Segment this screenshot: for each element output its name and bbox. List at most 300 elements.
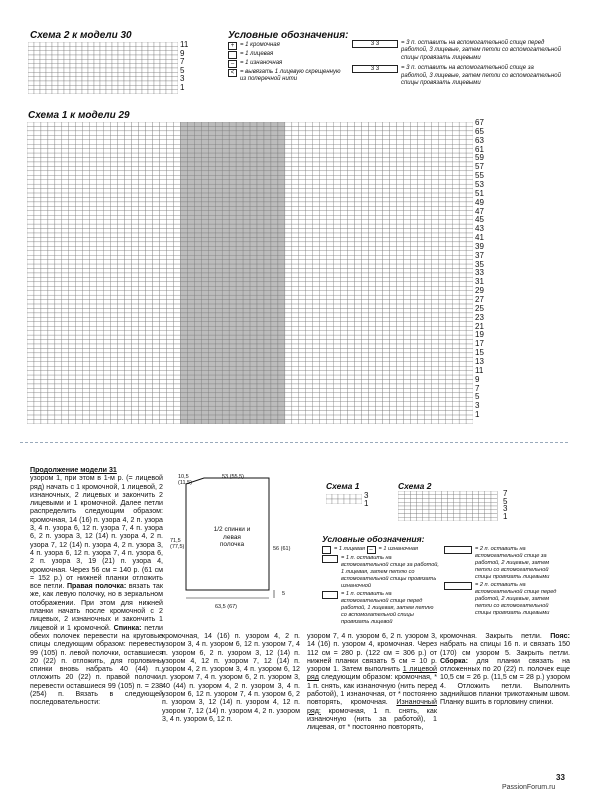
grid-cell bbox=[194, 353, 201, 357]
grid-cell bbox=[69, 282, 76, 286]
grid-cell bbox=[355, 402, 362, 406]
grid-cell bbox=[292, 291, 299, 295]
grid-cell bbox=[299, 189, 306, 193]
grid-cell bbox=[306, 197, 313, 201]
grid-cell bbox=[485, 510, 491, 514]
grid-cell bbox=[466, 184, 473, 188]
grid-cell bbox=[341, 162, 348, 166]
grid-cell bbox=[112, 42, 118, 46]
grid-cell bbox=[355, 166, 362, 170]
grid-cell bbox=[104, 304, 111, 308]
grid-cell bbox=[327, 362, 334, 366]
grid-cell bbox=[48, 158, 55, 162]
grid-cell bbox=[438, 273, 445, 277]
grid-cell bbox=[306, 233, 313, 237]
grid-cell bbox=[459, 237, 466, 241]
grid-cell bbox=[159, 357, 166, 361]
grid-cell bbox=[334, 380, 341, 384]
grid-cell bbox=[306, 264, 313, 268]
grid-cell bbox=[348, 273, 355, 277]
grid-cell bbox=[125, 357, 132, 361]
grid-cell bbox=[104, 260, 111, 264]
grid-cell bbox=[229, 202, 236, 206]
grid-cell bbox=[376, 153, 383, 157]
grid-cell bbox=[229, 140, 236, 144]
grid-cell bbox=[472, 514, 478, 518]
grid-cell bbox=[236, 295, 243, 299]
grid-cell bbox=[222, 326, 229, 330]
grid-cell bbox=[355, 202, 362, 206]
grid-cell bbox=[320, 149, 327, 153]
grid-cell bbox=[173, 362, 180, 366]
grid-cell bbox=[278, 388, 285, 392]
grid-cell bbox=[215, 344, 222, 348]
grid-cell bbox=[369, 162, 376, 166]
grid-cell bbox=[341, 215, 348, 219]
grid-cell bbox=[306, 215, 313, 219]
grid-cell bbox=[369, 215, 376, 219]
grid-cell bbox=[166, 300, 173, 304]
legend2-sym-cross-front bbox=[322, 591, 338, 599]
grid-cell bbox=[160, 51, 166, 55]
grid-cell bbox=[382, 366, 389, 370]
grid-cell bbox=[215, 362, 222, 366]
grid-cell bbox=[159, 171, 166, 175]
grid-cell bbox=[320, 411, 327, 415]
grid-cell bbox=[70, 68, 76, 72]
grid-cell bbox=[271, 153, 278, 157]
grid-cell bbox=[154, 85, 160, 89]
grid-cell bbox=[271, 393, 278, 397]
grid-cell bbox=[264, 322, 271, 326]
grid-cell bbox=[431, 322, 438, 326]
grid-cell bbox=[278, 233, 285, 237]
grid-cell bbox=[97, 282, 104, 286]
grid-cell bbox=[90, 242, 97, 246]
grid-cell bbox=[64, 55, 70, 59]
grid-cell bbox=[104, 175, 111, 179]
grid-cell bbox=[62, 300, 69, 304]
grid-cell bbox=[459, 202, 466, 206]
grid-cell bbox=[208, 264, 215, 268]
grid-cell bbox=[132, 380, 139, 384]
grid-cell bbox=[403, 211, 410, 215]
grid-cell bbox=[194, 366, 201, 370]
grid-cell bbox=[299, 197, 306, 201]
row-number: 5 bbox=[503, 496, 508, 506]
grid-cell bbox=[313, 144, 320, 148]
grid-cell bbox=[52, 64, 58, 68]
grid-cell bbox=[194, 344, 201, 348]
grid-cell bbox=[48, 388, 55, 392]
grid-cell bbox=[403, 371, 410, 375]
grid-cell bbox=[410, 402, 417, 406]
grid-cell bbox=[250, 282, 257, 286]
grid-cell bbox=[334, 411, 341, 415]
grid-cell bbox=[327, 353, 334, 357]
grid-cell bbox=[278, 366, 285, 370]
grid-cell bbox=[438, 269, 445, 273]
grid-cell bbox=[145, 331, 152, 335]
grid-cell bbox=[222, 393, 229, 397]
grid-cell bbox=[334, 366, 341, 370]
grid-cell bbox=[48, 322, 55, 326]
grid-cell bbox=[362, 149, 369, 153]
grid-cell bbox=[341, 189, 348, 193]
article-text: 1 лицевой ряд bbox=[307, 665, 437, 682]
grid-cell bbox=[382, 224, 389, 228]
grid-cell bbox=[130, 55, 136, 59]
grid-cell bbox=[396, 175, 403, 179]
grid-cell bbox=[48, 397, 55, 401]
grid-cell bbox=[271, 326, 278, 330]
row-number: 7 bbox=[180, 57, 185, 67]
grid-cell bbox=[152, 273, 159, 277]
grid-cell bbox=[125, 362, 132, 366]
grid-cell bbox=[369, 255, 376, 259]
grid-cell bbox=[62, 344, 69, 348]
grid-cell bbox=[389, 291, 396, 295]
grid-cell bbox=[369, 317, 376, 321]
grid-cell bbox=[201, 246, 208, 250]
legend-sym-cable-back: 3 3 bbox=[352, 65, 398, 73]
grid-cell bbox=[313, 380, 320, 384]
grid-cell bbox=[145, 153, 152, 157]
grid-cell bbox=[152, 277, 159, 281]
grid-cell bbox=[208, 348, 215, 352]
grid-cell bbox=[403, 122, 410, 126]
grid-cell bbox=[376, 273, 383, 277]
grid-cell bbox=[389, 135, 396, 139]
grid-cell bbox=[111, 220, 118, 224]
grid-cell bbox=[48, 260, 55, 264]
grid-cell bbox=[243, 371, 250, 375]
grid-cell bbox=[438, 220, 445, 224]
grid-cell bbox=[306, 291, 313, 295]
grid-cell bbox=[485, 491, 491, 495]
grid-cell bbox=[76, 260, 83, 264]
grid-cell bbox=[243, 158, 250, 162]
grid-cell bbox=[466, 415, 473, 419]
grid-cell bbox=[69, 242, 76, 246]
grid-cell bbox=[48, 384, 55, 388]
grid-cell bbox=[83, 300, 90, 304]
grid-cell bbox=[472, 495, 478, 499]
grid-cell bbox=[369, 126, 376, 130]
grid-cell bbox=[48, 282, 55, 286]
row-number: 15 bbox=[475, 348, 484, 358]
grid-cell bbox=[417, 322, 424, 326]
grid-cell bbox=[159, 366, 166, 370]
grid-cell bbox=[132, 131, 139, 135]
grid-cell bbox=[215, 335, 222, 339]
grid-cell bbox=[334, 402, 341, 406]
grid-cell bbox=[166, 308, 173, 312]
grid-cell bbox=[82, 72, 88, 76]
grid-cell bbox=[222, 229, 229, 233]
grid-cell bbox=[187, 362, 194, 366]
grid-cell bbox=[369, 282, 376, 286]
grid-cell bbox=[201, 135, 208, 139]
grid-cell bbox=[341, 193, 348, 197]
grid-cell bbox=[292, 193, 299, 197]
grid-cell bbox=[410, 495, 416, 499]
grid-cell bbox=[173, 340, 180, 344]
grid-cell bbox=[145, 264, 152, 268]
grid-cell bbox=[148, 42, 154, 46]
grid-cell bbox=[173, 206, 180, 210]
grid-cell bbox=[306, 220, 313, 224]
grid-cell bbox=[62, 291, 69, 295]
grid-cell bbox=[382, 126, 389, 130]
grid-cell bbox=[271, 357, 278, 361]
grid-cell bbox=[27, 229, 34, 233]
grid-cell bbox=[69, 189, 76, 193]
grid-cell bbox=[55, 353, 62, 357]
grid-cell bbox=[194, 158, 201, 162]
grid-cell bbox=[257, 126, 264, 130]
grid-cell bbox=[429, 517, 435, 521]
grid-cell bbox=[208, 388, 215, 392]
grid-cell bbox=[334, 419, 341, 423]
grid-cell bbox=[334, 348, 341, 352]
grid-cell bbox=[417, 131, 424, 135]
grid-cell bbox=[285, 171, 292, 175]
grid-cell bbox=[215, 366, 222, 370]
grid-cell bbox=[159, 415, 166, 419]
grid-cell bbox=[278, 140, 285, 144]
grid-cell bbox=[299, 393, 306, 397]
grid-cell bbox=[180, 255, 187, 259]
grid-cell bbox=[76, 331, 83, 335]
grid-cell bbox=[154, 90, 160, 94]
grid-cell bbox=[215, 269, 222, 273]
grid-cell bbox=[139, 415, 146, 419]
grid-cell bbox=[48, 144, 55, 148]
grid-cell bbox=[382, 348, 389, 352]
grid-cell bbox=[166, 64, 172, 68]
grid-cell bbox=[264, 384, 271, 388]
grid-cell bbox=[83, 126, 90, 130]
grid-cell bbox=[69, 171, 76, 175]
row-number: 11 bbox=[475, 365, 484, 375]
grid-cell bbox=[139, 282, 146, 286]
grid-cell bbox=[55, 380, 62, 384]
grid-cell bbox=[41, 211, 48, 215]
grid-cell bbox=[118, 193, 125, 197]
grid-cell bbox=[341, 384, 348, 388]
grid-cell bbox=[145, 344, 152, 348]
grid-cell bbox=[389, 202, 396, 206]
row-number: 63 bbox=[475, 135, 484, 145]
grid-cell bbox=[76, 282, 83, 286]
grid-cell bbox=[58, 42, 64, 46]
grid-cell bbox=[166, 255, 173, 259]
grid-cell bbox=[187, 135, 194, 139]
grid-cell bbox=[466, 514, 472, 518]
grid-cell bbox=[145, 193, 152, 197]
grid-cell bbox=[148, 68, 154, 72]
grid-cell bbox=[250, 269, 257, 273]
grid-cell bbox=[320, 313, 327, 317]
grid-cell bbox=[285, 158, 292, 162]
grid-cell bbox=[94, 68, 100, 72]
grid-cell bbox=[424, 291, 431, 295]
grid-cell bbox=[341, 242, 348, 246]
grid-cell bbox=[166, 229, 173, 233]
grid-cell bbox=[69, 233, 76, 237]
grid-cell bbox=[341, 122, 348, 126]
grid-cell bbox=[376, 331, 383, 335]
grid-cell bbox=[257, 397, 264, 401]
grid-cell bbox=[257, 220, 264, 224]
grid-cell bbox=[438, 197, 445, 201]
grid-cell bbox=[459, 211, 466, 215]
grid-cell bbox=[348, 375, 355, 379]
grid-cell bbox=[76, 242, 83, 246]
grid-cell bbox=[466, 260, 473, 264]
grid-cell bbox=[41, 189, 48, 193]
grid-cell bbox=[299, 122, 306, 126]
grid-cell bbox=[423, 499, 429, 503]
grid-cell bbox=[172, 46, 178, 50]
grid-cell bbox=[466, 273, 473, 277]
grid-cell bbox=[159, 193, 166, 197]
grid-cell bbox=[299, 397, 306, 401]
grid-cell bbox=[348, 371, 355, 375]
grid-cell bbox=[466, 171, 473, 175]
grid-cell bbox=[125, 246, 132, 250]
grid-cell bbox=[341, 366, 348, 370]
grid-cell bbox=[62, 131, 69, 135]
grid-cell bbox=[257, 246, 264, 250]
grid-cell bbox=[285, 166, 292, 170]
grid-cell bbox=[55, 162, 62, 166]
grid-cell bbox=[124, 77, 130, 81]
grid-cell bbox=[389, 211, 396, 215]
grid-cell bbox=[264, 335, 271, 339]
grid-cell bbox=[355, 384, 362, 388]
grid-cell bbox=[320, 335, 327, 339]
grid-cell bbox=[452, 197, 459, 201]
grid-cell bbox=[278, 215, 285, 219]
grid-cell bbox=[320, 180, 327, 184]
grid-cell bbox=[159, 140, 166, 144]
grid-cell bbox=[41, 229, 48, 233]
grid-cell bbox=[58, 51, 64, 55]
grid-cell bbox=[48, 162, 55, 166]
grid-cell bbox=[285, 202, 292, 206]
grid-cell bbox=[215, 317, 222, 321]
grid-cell bbox=[424, 362, 431, 366]
grid-cell bbox=[362, 189, 369, 193]
grid-cell bbox=[215, 122, 222, 126]
grid-cell bbox=[229, 180, 236, 184]
grid-cell bbox=[243, 264, 250, 268]
grid-cell bbox=[145, 215, 152, 219]
grid-cell bbox=[348, 180, 355, 184]
grid-cell bbox=[285, 220, 292, 224]
grid-cell bbox=[152, 384, 159, 388]
grid-cell bbox=[459, 180, 466, 184]
grid-cell bbox=[327, 140, 334, 144]
grid-cell bbox=[180, 233, 187, 237]
grid-cell bbox=[424, 340, 431, 344]
grid-cell bbox=[334, 286, 341, 290]
grid-cell bbox=[58, 64, 64, 68]
grid-cell bbox=[313, 189, 320, 193]
grid-cell bbox=[389, 264, 396, 268]
grid-cell bbox=[222, 184, 229, 188]
grid-cell bbox=[229, 375, 236, 379]
grid-cell bbox=[348, 313, 355, 317]
grid-cell bbox=[94, 51, 100, 55]
grid-cell bbox=[236, 166, 243, 170]
grid-cell bbox=[362, 269, 369, 273]
grid-cell bbox=[459, 171, 466, 175]
grid-cell bbox=[348, 411, 355, 415]
grid-cell bbox=[62, 269, 69, 273]
grid-cell bbox=[27, 233, 34, 237]
grid-cell bbox=[278, 322, 285, 326]
grid-cell bbox=[435, 491, 441, 495]
grid-cell bbox=[83, 246, 90, 250]
grid-cell bbox=[355, 193, 362, 197]
grid-cell bbox=[243, 180, 250, 184]
grid-cell bbox=[410, 308, 417, 312]
grid-cell bbox=[52, 77, 58, 81]
grid-cell bbox=[166, 375, 173, 379]
grid-cell bbox=[459, 282, 466, 286]
grid-cell bbox=[431, 206, 438, 210]
grid-cell bbox=[369, 308, 376, 312]
grid-cell bbox=[97, 255, 104, 259]
grid-cell bbox=[299, 366, 306, 370]
grid-cell bbox=[62, 411, 69, 415]
grid-cell bbox=[452, 277, 459, 281]
grid-cell bbox=[459, 331, 466, 335]
row-number: 11 bbox=[180, 40, 189, 49]
grid-cell bbox=[376, 189, 383, 193]
grid-cell bbox=[215, 326, 222, 330]
grid-cell bbox=[145, 397, 152, 401]
grid-cell bbox=[180, 166, 187, 170]
grid-cell bbox=[292, 264, 299, 268]
grid-cell bbox=[306, 286, 313, 290]
grid-cell bbox=[257, 326, 264, 330]
grid-cell bbox=[69, 153, 76, 157]
grid-cell bbox=[124, 64, 130, 68]
grid-cell bbox=[152, 180, 159, 184]
grid-cell bbox=[396, 273, 403, 277]
grid-cell bbox=[257, 184, 264, 188]
grid-cell bbox=[208, 380, 215, 384]
grid-cell bbox=[341, 317, 348, 321]
grid-cell bbox=[94, 59, 100, 63]
grid-cell bbox=[76, 149, 83, 153]
grid-cell bbox=[341, 348, 348, 352]
grid-cell bbox=[194, 126, 201, 130]
grid-cell bbox=[88, 55, 94, 59]
article-text: узором 7, 4 п. узором 6, 2 п. узором 3, 14 (16) п. узором 4, кромочная. Через 112 см = 280 р. (122 см = 306 р.) от нижней планки связать 5 см = 10 р. узором 1. Затем выполнить bbox=[307, 632, 437, 674]
grid-cell bbox=[166, 85, 172, 89]
grid-cell bbox=[194, 304, 201, 308]
grid-cell bbox=[356, 499, 362, 504]
grid-cell bbox=[145, 326, 152, 330]
section-divider bbox=[20, 442, 568, 443]
grid-cell bbox=[118, 286, 125, 290]
grid-cell bbox=[285, 229, 292, 233]
